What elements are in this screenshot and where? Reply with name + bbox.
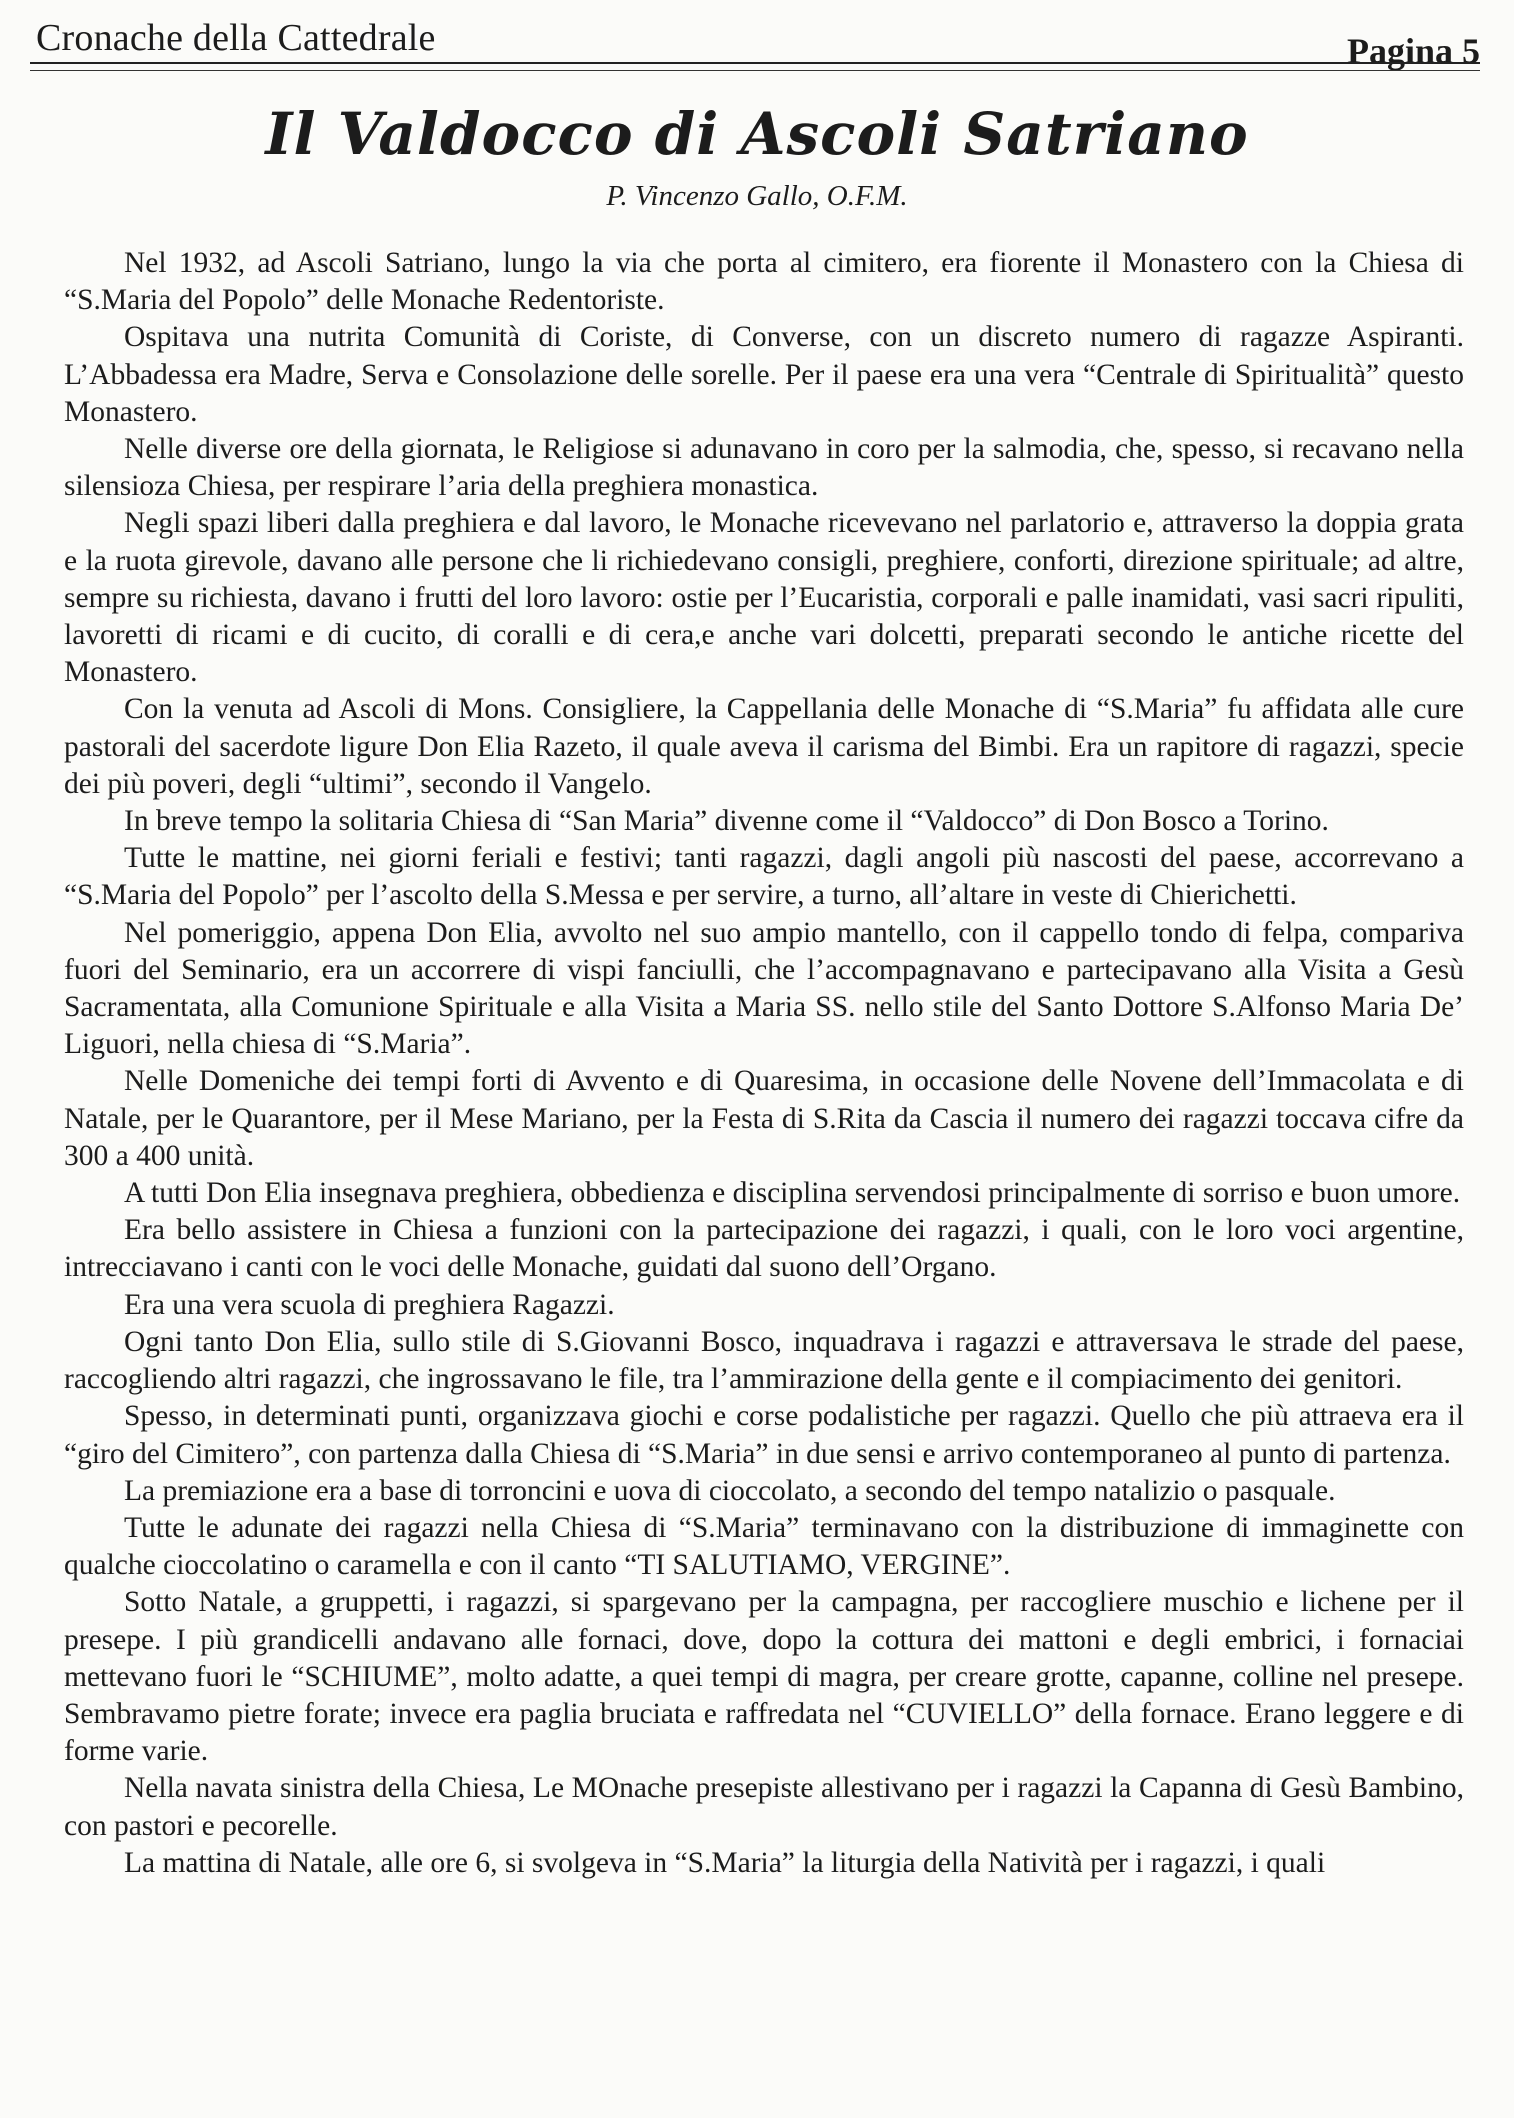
paragraph: Con la venuta ad Ascoli di Mons. Consigliere, la Cappellania delle Monache di “S.Maria” fu affidata alle cure pastorali del sacerdote ligure Don Elia Razeto, il quale aveva il carisma del Bimbi. Era un rapitore di ragazzi, specie dei più poveri, degli “ultimi”, secondo il Vangelo. <box>64 693 1464 800</box>
article-body <box>64 245 1464 1882</box>
paragraph: Sotto Natale, a gruppetti, i ragazzi, si spargevano per la campagna, per raccogliere muschio e lichene per il presepe. I più grandicelli andavano alle fornaci, dove, dopo la cottura dei mattoni e degli embrici, i fornaciai mettevano fuori le “SCHIUME”, molto adatte, a quei tempi di magra, per creare grotte, capanne, colline nel presepe. Sembravamo pietre forate; invece era paglia bruciata e raffredata nel “CUVIELLO” della fornace. Erano leggere e di forme varie. <box>64 1586 1464 1768</box>
paragraph: Nella navata sinistra della Chiesa, Le MOnache presepiste allestivano per i ragazzi la Capanna di Gesù Bambino, con pastori e pecorelle. <box>64 1772 1464 1842</box>
paragraph: Nel 1932, ad Ascoli Satriano, lungo la via che porta al cimitero, era fiorente il Monastero con la Chiesa di “S.Maria del Popolo” delle Monache Redentoriste. <box>64 247 1464 317</box>
paragraph: In breve tempo la solitaria Chiesa di “San Maria” divenne come il “Valdocco” di Don Bosco a Torino. <box>124 805 1329 838</box>
paragraph: Ogni tanto Don Elia, sullo stile di S.Giovanni Bosco, inquadrava i ragazzi e attraversava le strade del paese, raccogliendo altri ragazzi, che ingrossavano le file, tra l’ammirazione della gente e il compiacimento dei genitori. <box>64 1325 1464 1396</box>
page-number: Pagina 5 <box>1346 31 1480 71</box>
page-header <box>30 10 1480 70</box>
paragraph: Tutte le adunate dei ragazzi nella Chiesa di “S.Maria” terminavano con la distribuzione di immaginette con qualche cioccolatino o caramella e con il canto “TI SALUTIAMO, VERGINE”. <box>64 1511 1464 1582</box>
paragraph: Ospitava una nutrita Comunità di Coriste, di Converse, con un discreto numero di ragazze Aspiranti. L’Abbadessa era Madre, Serva e Consolazione delle sorelle. Per il paese era una vera “Centrale di Spiritualità” questo Monastero. <box>64 321 1464 428</box>
paragraph: La premiazione era a base di torroncini e uova di cioccolato, a secondo del tempo natalizio o pasquale. <box>124 1474 1336 1507</box>
article-author: P. Vincenzo Gallo, O.F.M. <box>606 180 908 212</box>
paragraph: Negli spazi liberi dalla preghiera e dal lavoro, le Monache ricevevano nel parlatorio e, attraverso la doppia grata e la ruota girevole, davano alle persone che li richiedevano consigli, preghiere, conforti, direzione spirituale; ad altre, sempre su richiesta, davano i frutti del loro lavoro: ostie per l’Eucaristia, corporali e palle inamidati, vasi sacri ripuliti, lavoretti di ricami e di cucito, di coralli e di cera,e anche vari dolcetti, preparati secondo le antiche ricette del Monastero. <box>64 507 1464 689</box>
paragraph: Nelle diverse ore della giornata, le Religiose si adunavano in coro per la salmodia, che, spesso, si recavano nella silensioza Chiesa, per respirare l’aria della preghiera monastica. <box>64 433 1464 503</box>
paragraph: Nelle Domeniche dei tempi forti di Avvento e di Quaresima, in occasione delle Novene dell’Immacolata e di Natale, per le Quarantore, per il Mese Mariano, per la Festa di S.Rita da Cascia il numero dei ragazzi toccava cifre da 300 a 400 unità. <box>64 1065 1464 1172</box>
header-rule-bottom <box>30 70 1480 71</box>
publication-title: Cronache della Cattedrale <box>36 17 436 59</box>
paragraph: Tutte le mattine, nei giorni feriali e festivi; tanti ragazzi, dagli angoli più nascosti del paese, accorrevano a “S.Maria del Popolo” per l’ascolto della S.Messa e per servire, a turno, all’altare in veste di Chierichetti. <box>64 842 1464 912</box>
paragraph: Spesso, in determinati punti, organizzava giochi e corse podalistiche per ragazzi. Quello che più attraeva era il “giro del Cimitero”, con partenza dalla Chiesa di “S.Maria” in due sensi e arrivo contemporaneo al punto di partenza. <box>64 1400 1464 1470</box>
paragraph: Era una vera scuola di preghiera Ragazzi. <box>124 1288 615 1321</box>
paragraph: Era bello assistere in Chiesa a funzioni con la partecipazione dei ragazzi, i quali, con le loro voci argentine, intrecciavano i canti con le voci delle Monache, guidati dal suono dell’Organo. <box>64 1214 1464 1284</box>
article-title: Il Valdocco di Ascoli Satriano <box>265 100 1249 168</box>
paragraph: Nel pomeriggio, appena Don Elia, avvolto nel suo ampio mantello, con il cappello tondo di felpa, compariva fuori del Seminario, era un accorrere di vispi fanciulli, che l’accompagnavano e partecipavano alla Visita a Gesù Sacramentata, alla Comunione Spirituale e alla Visita a Maria SS. nello stile del Santo Dottore S.Alfonso Maria De’ Liguori, nella chiesa di “S.Maria”. <box>64 916 1464 1061</box>
paragraph: La mattina di Natale, alle ore 6, si svolgeva in “S.Maria” la liturgia della Natività per i ragazzi, i quali <box>124 1846 1326 1879</box>
header-rule-top <box>30 62 1480 64</box>
paragraph: A tutti Don Elia insegnava preghiera, obbedienza e disciplina servendosi principalmente di sorriso e buon umore. <box>124 1177 1461 1210</box>
